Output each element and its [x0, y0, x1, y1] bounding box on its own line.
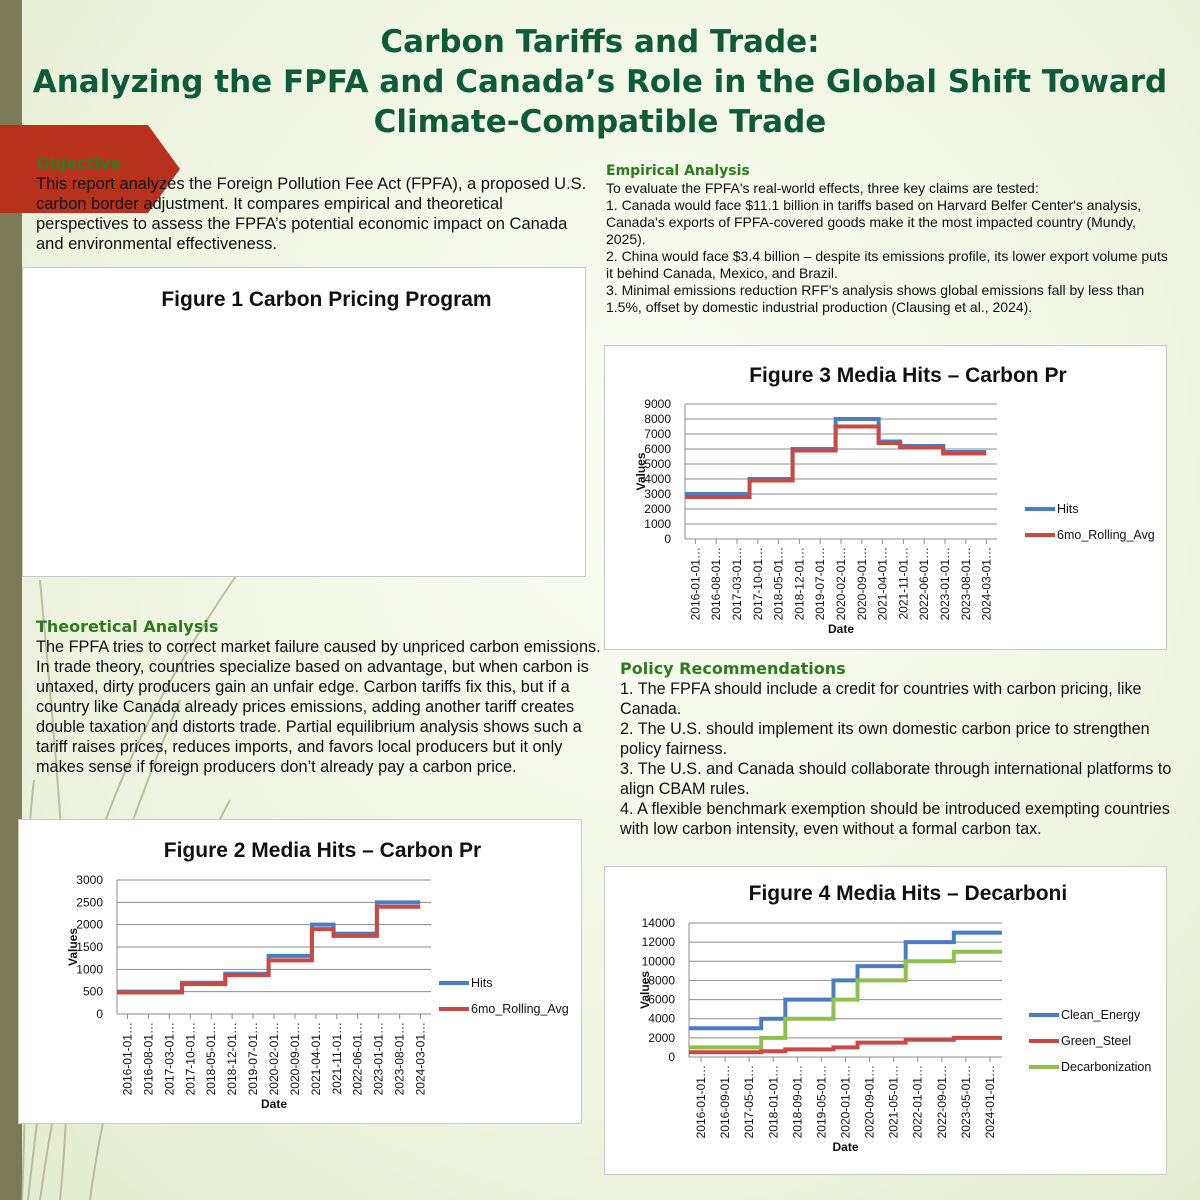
- y-tick-label: 4000: [648, 1011, 675, 1026]
- objective-section: [36, 154, 596, 254]
- title-line-2: Analyzing the FPFA and Canada’s Role in the Global Shift Toward: [32, 64, 1168, 100]
- x-tick-label: 2017-10-01…: [183, 1022, 198, 1096]
- x-tick-label: 2019-07-01…: [246, 1022, 261, 1096]
- legend-label: 6mo_Rolling_Avg: [471, 1002, 569, 1016]
- y-tick-label: 0: [668, 1050, 675, 1064]
- x-tick-label: 2018-05-01…: [771, 547, 786, 621]
- title-line-3: Climate-Compatible Trade: [373, 104, 827, 140]
- x-tick-label: 2018-12-01…: [792, 547, 807, 621]
- x-axis-label: Date: [832, 1140, 859, 1154]
- policy-heading: Policy Recommendations: [620, 659, 846, 678]
- y-axis-label: Values: [66, 927, 80, 967]
- x-tick-label: 2016-09-01…: [718, 1065, 733, 1139]
- figure-3-chart: [604, 345, 1167, 650]
- figure-4-chart: [604, 866, 1167, 1175]
- x-tick-label: 2022-06-01…: [917, 547, 932, 621]
- x-tick-label: 2020-09-01…: [862, 1065, 877, 1139]
- legend-label: Green_Steel: [1061, 1034, 1132, 1048]
- legend-label: Hits: [471, 976, 493, 990]
- x-tick-label: 2021-04-01…: [308, 1022, 323, 1096]
- y-tick-label: 12000: [641, 935, 675, 950]
- objective-body: This report analyzes the Foreign Pollution Fee Act (FPFA), a proposed U.S. carbon border adjustment. It compares empirical and theoretical perspectives to assess the FPFA’s potential economic impact on Canada and environmental effectiveness.: [36, 175, 587, 253]
- theoretical-section: [36, 617, 606, 777]
- y-tick-label: 6000: [648, 992, 675, 1007]
- x-axis-label: Date: [260, 1097, 288, 1111]
- figure-2-chart: [18, 819, 582, 1124]
- poster-title: [20, 22, 1180, 142]
- y-tick-label: 1000: [76, 962, 103, 977]
- x-tick-label: 2017-03-01…: [730, 547, 744, 621]
- y-tick-label: 4000: [644, 472, 671, 486]
- y-tick-label: 500: [82, 984, 103, 999]
- x-tick-label: 2020-09-01…: [287, 1022, 302, 1096]
- x-tick-label: 2018-01-01…: [766, 1065, 781, 1139]
- x-tick-label: 2023-01-01…: [371, 1022, 386, 1096]
- x-axis-label: Date: [827, 622, 855, 636]
- legend-label: Decarbonization: [1061, 1060, 1152, 1074]
- theoretical-body: The FPFA tries to correct market failure caused by unpriced carbon emissions. In trade theory, countries specialize based on advantage, but when carbon is untaxed, dirty producers gain an unfair edge. Carbon tariffs fix this, but if a country like Canada already prices emissions, adding another tariff creates double taxation and distorts trade. Partial equilibrium analysis shows such a tariff raises prices, reduces imports, and favors local producers but it only makes sense if foreign producers don’t already pay a carbon price.: [36, 638, 601, 776]
- x-tick-label: 2016-01-01…: [120, 1022, 135, 1096]
- series-line: [117, 907, 420, 993]
- chart-title: Figure 1 Carbon Pricing Program: [161, 288, 492, 311]
- figure-2-svg: [19, 820, 581, 1123]
- x-tick-label: 2017-05-01…: [742, 1065, 757, 1139]
- x-tick-label: 2021-11-01…: [329, 1022, 344, 1095]
- x-tick-label: 2019-07-01…: [813, 547, 828, 621]
- y-tick-label: 8000: [648, 973, 675, 988]
- y-tick-label: 0: [664, 532, 671, 546]
- title-line-1: Carbon Tariffs and Trade:: [380, 24, 820, 60]
- figure-4-svg: [605, 867, 1166, 1174]
- x-tick-label: 2017-10-01…: [750, 547, 765, 621]
- y-tick-label: 14000: [641, 916, 675, 930]
- y-tick-label: 7000: [644, 427, 671, 441]
- x-tick-label: 2016-01-01…: [694, 1065, 709, 1139]
- y-axis-label: Values: [638, 970, 652, 1010]
- y-axis-label: Values: [634, 452, 648, 491]
- figure-1-svg: [23, 268, 585, 576]
- objective-heading: Objective: [36, 154, 122, 173]
- policy-body: 1. The FPFA should include a credit for countries with carbon pricing, like Canada. 2. The U.S. should implement its own domestic carbon price to strengthen policy fairness. 3. The U.S. and Canada should collaborate through international platforms to align CBAM rules. 4. A flexible benchmark exemption should be introduced exempting countries with low carbon intensity, even without a formal carbon tax.: [620, 680, 1172, 838]
- x-tick-label: 2024-03-01…: [979, 547, 994, 621]
- x-tick-label: 2022-01-01…: [910, 1065, 925, 1139]
- legend-label: Hits: [1057, 502, 1079, 516]
- x-tick-label: 2020-01-01…: [838, 1065, 853, 1139]
- x-tick-label: 2023-05-01…: [958, 1065, 973, 1139]
- y-tick-label: 2500: [76, 895, 103, 910]
- x-tick-label: 2022-06-01…: [350, 1022, 365, 1096]
- policy-section: [620, 659, 1180, 839]
- empirical-section: [606, 163, 1176, 316]
- y-tick-label: 2000: [648, 1030, 675, 1045]
- x-tick-label: 2020-09-01…: [854, 547, 869, 621]
- x-tick-label: 2024-03-01…: [413, 1022, 428, 1096]
- x-tick-label: 2018-09-01…: [790, 1065, 805, 1139]
- x-tick-label: 2020-02-01…: [267, 1022, 281, 1096]
- x-tick-label: 2018-12-01…: [225, 1022, 240, 1096]
- x-tick-label: 2021-05-01…: [886, 1065, 901, 1139]
- x-tick-label: 2021-11-01…: [896, 547, 911, 620]
- figure-3-svg: [605, 346, 1166, 649]
- y-tick-label: 0: [96, 1007, 103, 1021]
- series-line: [685, 427, 986, 498]
- y-tick-label: 1500: [76, 940, 103, 954]
- y-tick-label: 5000: [644, 457, 671, 471]
- x-tick-label: 2023-08-01…: [958, 547, 973, 621]
- x-tick-label: 2017-03-01…: [162, 1022, 177, 1096]
- x-tick-label: 2021-04-01…: [875, 547, 890, 621]
- empirical-heading: Empirical Analysis: [606, 163, 750, 179]
- x-tick-label: 2016-08-01…: [141, 1022, 156, 1096]
- chart-title: Figure 2 Media Hits – Carbon Pr: [163, 839, 482, 862]
- y-tick-label: 10000: [641, 954, 675, 969]
- y-tick-label: 9000: [644, 397, 671, 411]
- legend-label: Clean_Energy: [1061, 1008, 1141, 1022]
- x-tick-label: 2020-02-01…: [834, 547, 848, 621]
- x-tick-label: 2023-08-01…: [392, 1022, 407, 1096]
- x-tick-label: 2016-01-01…: [688, 547, 703, 621]
- y-tick-label: 8000: [644, 412, 671, 426]
- x-tick-label: 2024-01-01…: [982, 1065, 997, 1139]
- y-tick-label: 1000: [644, 517, 671, 531]
- x-tick-label: 2016-08-01…: [709, 547, 724, 621]
- theoretical-heading: Theoretical Analysis: [36, 617, 219, 636]
- x-tick-label: 2022-09-01…: [934, 1065, 949, 1139]
- legend-label: 6mo_Rolling_Avg: [1057, 528, 1155, 542]
- x-tick-label: 2023-01-01…: [938, 547, 952, 621]
- chart-title: Figure 3 Media Hits – Carbon Pr: [749, 364, 1067, 387]
- empirical-body: To evaluate the FPFA's real-world effects, three key claims are tested: 1. Canada would face $11.1 billion in tariffs based on Harvard Belfer Center's analysis, Canada's exports of FPFA-covered goods make it the most impacted country (Mundy, 2025). 2. China would face $3.4 billion – despite its emissions profile, its lower export volume puts it behind Canada, Mexico, and Brazil. 3. Minimal emissions reduction RFF’s analysis shows global emissions fall by less than 1.5%, offset by domestic industrial production (Clausing et al., 2024).: [606, 180, 1168, 315]
- figure-1-chart: [22, 267, 586, 577]
- y-tick-label: 3000: [76, 873, 103, 887]
- x-tick-label: 2018-05-01…: [204, 1022, 219, 1096]
- chart-title: Figure 4 Media Hits – Decarboni: [748, 882, 1068, 905]
- y-tick-label: 3000: [644, 487, 671, 501]
- y-tick-label: 2000: [76, 917, 103, 932]
- y-tick-label: 2000: [644, 502, 671, 516]
- y-tick-label: 6000: [644, 442, 671, 456]
- series-line: [689, 1038, 1002, 1052]
- x-tick-label: 2019-05-01…: [814, 1065, 829, 1139]
